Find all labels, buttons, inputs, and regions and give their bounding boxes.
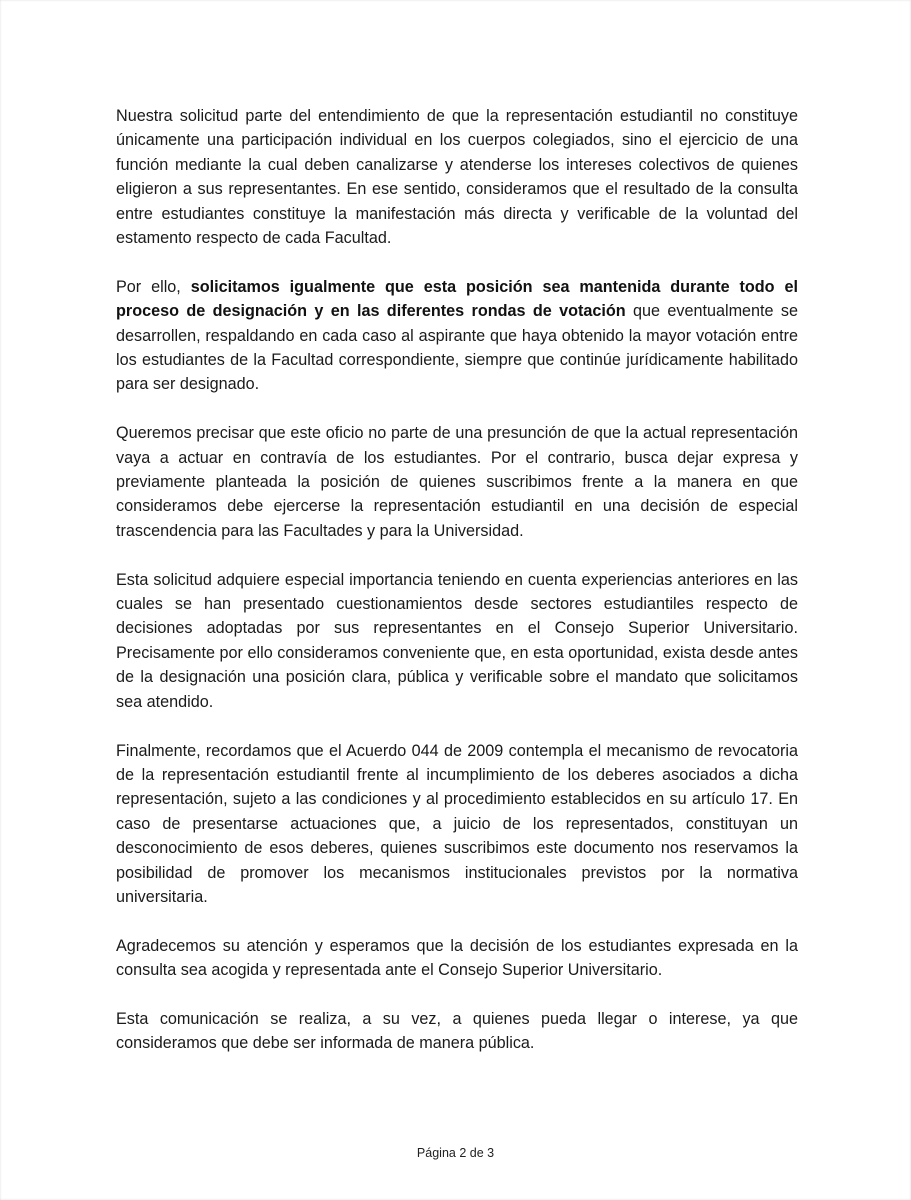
request-rest: que eventualmente se desarrollen, respaldando en cada caso al aspirante que haya obtenido la mayor votación entre los estudiantes de la Facultad correspondiente, siempre que continúe jurídicamente habilitado para ser designado. <box>116 302 799 394</box>
request-lead: Por ello, <box>116 277 191 296</box>
paragraph-importance: Esta solicitud adquiere especial importancia teniendo en cuenta experiencias anteriores en las cuales se han presentado cuestionamientos desde sectores estudiantiles respecto de decisiones adoptadas por sus representantes en el Consejo Superior Universitario. Precisamente por ello consideramos conveniente que, en esta oportunidad, exista desde antes de la designación una posición clara, pública y verificable sobre el mandato que solicitamos sea atendido. <box>116 570 798 711</box>
paragraph-revocation: Finalmente, recordamos que el Acuerdo 044 de 2009 contempla el mecanismo de revocatoria de la representación estudiantil frente al incumplimiento de los deberes asociados a dicha representación, sujeto a las condiciones y al procedimiento establecidos en su artículo 17. En caso de presentarse actuaciones que, a juicio de los representados, constituyan un desconocimiento de esos deberes, quienes suscribimos este documento nos reservamos la posibilidad de promover los mecanismos institucionales previstos por la normativa universitaria. <box>116 741 798 906</box>
document-body <box>116 104 798 1080</box>
paragraph-public-communication: Esta comunicación se realiza, a su vez, a quienes pueda llegar o interese, ya que consideramos que debe ser informada de manera pública. <box>116 1009 798 1053</box>
paragraph-request <box>116 275 798 397</box>
page-number-footer: Página 2 de 3 <box>416 1146 495 1160</box>
paragraph-clarification: Queremos precisar que este oficio no parte de una presunción de que la actual representación vaya a actuar en contravía de los estudiantes. Por el contrario, busca dejar expresa y previamente planteada la posición de quienes suscribimos frente a la manera en que consideramos debe ejercerse la representación estudiantil en una decisión de especial trascendencia para las Facultades y para la Universidad. <box>116 424 798 540</box>
request-bold-text: solicitamos igualmente que esta posición sea mantenida durante todo el proceso de designación y en las diferentes rondas de votación <box>116 277 798 321</box>
paragraph-representation: Nuestra solicitud parte del entendimiento de que la representación estudiantil no constituye únicamente una participación individual en los cuerpos colegiados, sino el ejercicio de una función mediante la cual deben canalizarse y atenderse los intereses colectivos de quienes eligieron a sus representantes. En ese sentido, consideramos que el resultado de la consulta entre estudiantes constituye la manifestación más directa y verificable de la voluntad del estamento respecto de cada Facultad. <box>116 107 798 248</box>
paragraph-thanks: Agradecemos su atención y esperamos que la decisión de los estudiantes expresada en la consulta sea acogida y representada ante el Consejo Superior Universitario. <box>116 936 798 980</box>
